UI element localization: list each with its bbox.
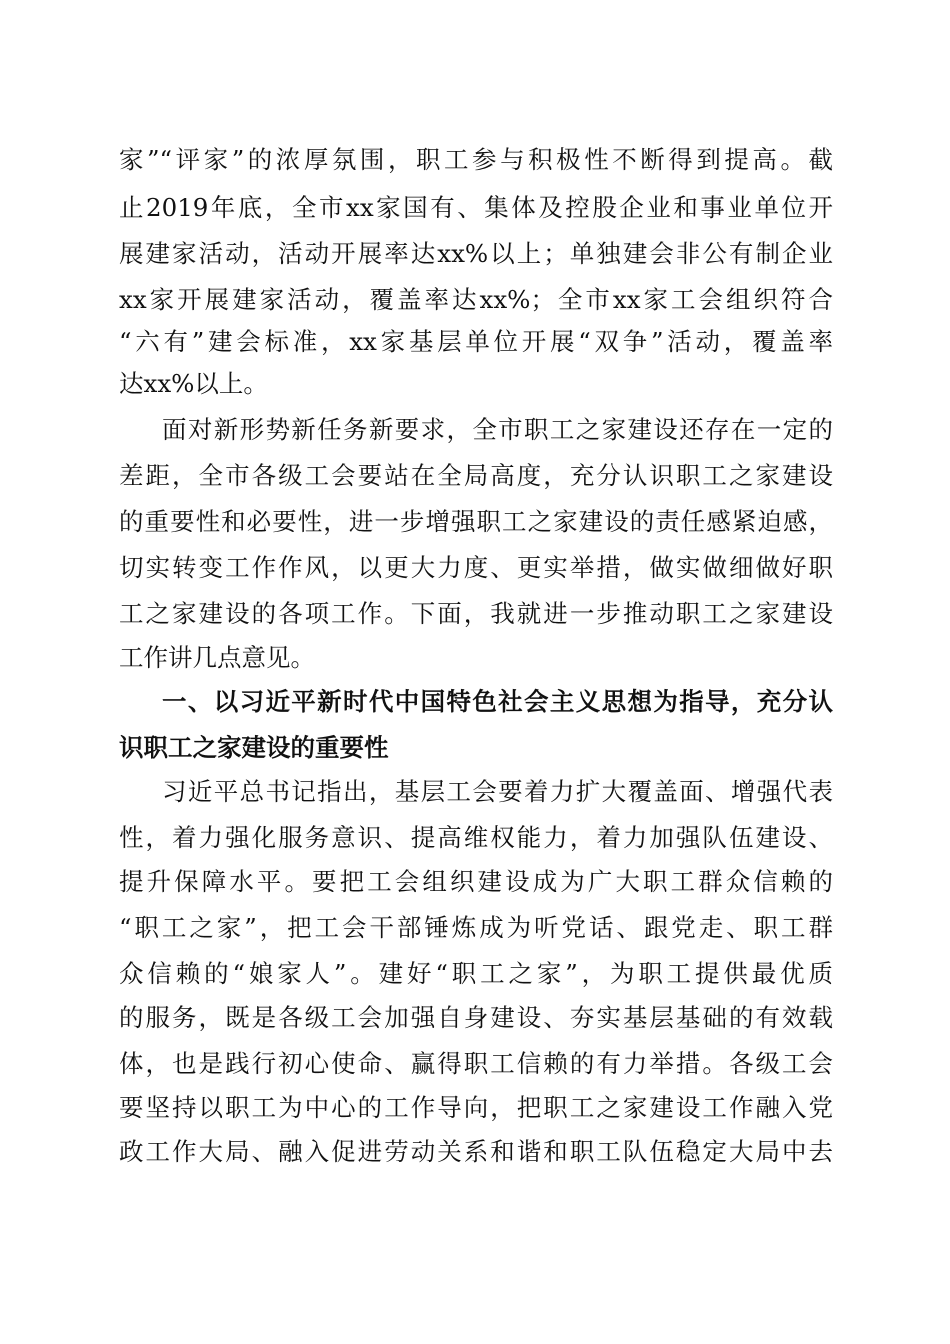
- text-line: 切实转变工作作风，以更大力度、更实举措，做实做细做好职: [119, 553, 833, 582]
- paragraph-first-line: 习近平总书记指出，基层工会要着力扩大覆盖面、增强代表: [162, 777, 833, 806]
- text-line: 差距，全市各级工会要站在全局高度，充分认识职工之家建设: [119, 461, 833, 490]
- text-line: 的重要性和必要性，进一步增强职工之家建设的责任感紧迫感，: [119, 507, 833, 536]
- text-line: 家”“评家”的浓厚氛围，职工参与积极性不断得到提高。截: [119, 145, 833, 174]
- paragraph-first-line: 面对新形势新任务新要求，全市职工之家建设还存在一定的: [162, 415, 833, 444]
- text-line: 体，也是践行初心使命、赢得职工信赖的有力举措。各级工会: [119, 1049, 833, 1078]
- section-heading: 一、以习近平新时代中国特色社会主义思想为指导，充分认: [162, 687, 833, 716]
- text-line: 提升保障水平。要把工会组织建设成为广大职工群众信赖的: [119, 867, 833, 896]
- text-line: 工作讲几点意见。: [119, 643, 315, 672]
- section-heading-continued: 识职工之家建设的重要性: [119, 733, 389, 762]
- text-line: “职工之家”，把工会干部锤炼成为听党话、跟党走、职工群: [119, 913, 833, 942]
- text-line: 要坚持以职工为中心的工作导向，把职工之家建设工作融入党: [119, 1093, 833, 1122]
- text-line: xx家开展建家活动，覆盖率达xx%；全市xx家工会组织符合: [119, 285, 833, 314]
- text-line: 工之家建设的各项工作。下面，我就进一步推动职工之家建设: [119, 599, 833, 628]
- text-line: 展建家活动，活动开展率达xx%以上；单独建会非公有制企业: [119, 239, 833, 268]
- text-line: 的服务，既是各级工会加强自身建设、夯实基层基础的有效载: [119, 1003, 833, 1032]
- text-line: 达xx%以上。: [119, 369, 268, 398]
- text-line: 性，着力强化服务意识、提高维权能力，着力加强队伍建设、: [119, 823, 833, 852]
- text-line: 政工作大局、融入促进劳动关系和谐和职工队伍稳定大局中去: [119, 1137, 833, 1166]
- text-line: 止2019年底，全市xx家国有、集体及控股企业和事业单位开: [119, 193, 833, 222]
- text-line: “六有”建会标准，xx家基层单位开展“双争”活动，覆盖率: [119, 327, 833, 356]
- text-line: 众信赖的“娘家人”。建好“职工之家”，为职工提供最优质: [119, 959, 833, 988]
